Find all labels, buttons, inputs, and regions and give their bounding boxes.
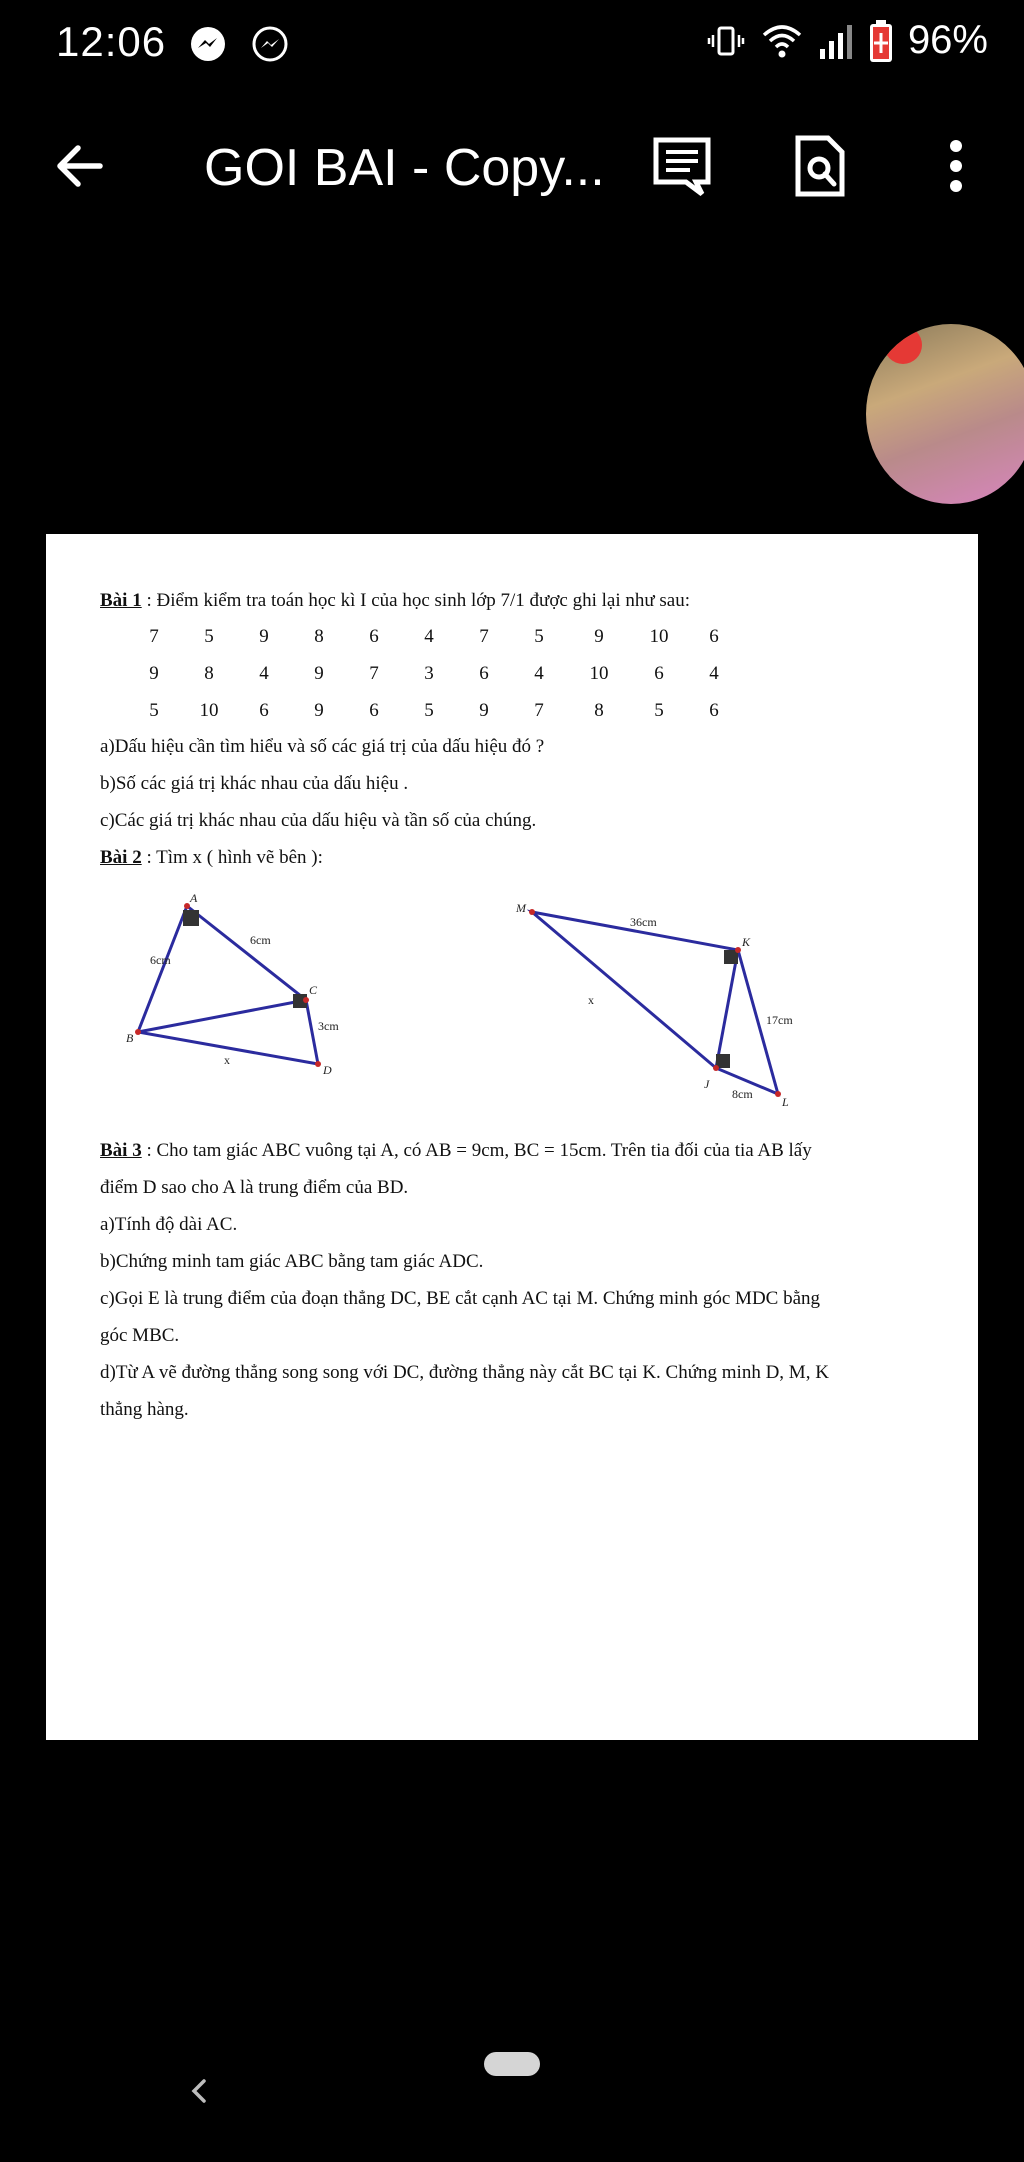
svg-text:K: K <box>742 935 751 949</box>
status-bar <box>0 0 1024 90</box>
nav-bar <box>0 2050 1024 2130</box>
score-cell: 6 <box>259 700 269 721</box>
question-1c: c)Các giá trị khác nhau của dấu hiệu và tần số của chúng. <box>100 810 537 831</box>
svg-text:M: M <box>516 901 526 915</box>
triangle-figure-2 <box>515 901 793 1109</box>
question-3d: d)Từ A vẽ đường thẳng song song với DC, đường thẳng này cắt BC tại K. Chứng minh D, M, K <box>100 1362 829 1383</box>
score-cell: 5 <box>534 626 544 647</box>
messenger-outline-icon <box>250 24 290 64</box>
score-cell: 10 <box>649 626 669 647</box>
score-cell: 9 <box>314 700 324 721</box>
question-3a: a)Tính độ dài AC. <box>100 1214 238 1235</box>
wifi-icon <box>760 21 804 61</box>
svg-text:3cm: 3cm <box>318 1019 339 1033</box>
score-cell: 8 <box>204 663 214 684</box>
back-arrow-icon[interactable] <box>50 136 110 196</box>
vibrate-icon <box>706 21 746 61</box>
signal-icon <box>818 21 854 61</box>
battery-percent: 96% <box>907 18 988 62</box>
more-vert-icon[interactable] <box>924 134 988 198</box>
question-3d-cont: thẳng hàng. <box>100 1399 189 1420</box>
score-cell: 7 <box>149 626 159 647</box>
score-cell: 10 <box>589 663 609 684</box>
chat-head-bubble[interactable] <box>866 324 1024 504</box>
score-cell: 10 <box>199 700 219 721</box>
svg-text:x: x <box>224 1053 230 1067</box>
question-1b: b)Số các giá trị khác nhau của dấu hiệu . <box>100 773 409 794</box>
score-cell: 7 <box>479 626 489 647</box>
score-cell: 6 <box>709 626 719 647</box>
score-cell: 4 <box>424 626 434 647</box>
svg-text:C: C <box>309 983 318 997</box>
score-cell: 6 <box>709 700 719 721</box>
score-cell: 4 <box>534 663 544 684</box>
bai3-heading: Bài 3 : Cho tam giác ABC vuông tại A, có AB = 9cm, BC = 15cm. Trên tia đối của tia AB lấy <box>100 1140 812 1161</box>
svg-text:17cm: 17cm <box>766 1013 793 1027</box>
score-cell: 7 <box>369 663 379 684</box>
notification-badge <box>884 326 922 364</box>
score-cell: 4 <box>259 663 269 684</box>
comment-icon[interactable] <box>650 134 714 198</box>
score-cell: 7 <box>534 700 544 721</box>
bai3-line2: điểm D sao cho A là trung điểm của BD. <box>100 1177 409 1198</box>
score-cell: 9 <box>149 663 159 684</box>
score-cell: 3 <box>424 663 434 684</box>
nav-home-pill[interactable] <box>484 2052 540 2076</box>
svg-text:D: D <box>323 1063 332 1077</box>
score-cell: 9 <box>314 663 324 684</box>
triangle-figure-1 <box>126 894 339 1077</box>
question-3c: c)Gọi E là trung điểm của đoạn thẳng DC, BE cắt cạnh AC tại M. Chứng minh góc MDC bằng <box>100 1288 821 1309</box>
bai2-figures <box>106 894 926 1124</box>
svg-text:6cm: 6cm <box>250 933 271 947</box>
svg-text:36cm: 36cm <box>630 915 657 929</box>
score-cell: 9 <box>479 700 489 721</box>
score-cell: 6 <box>369 626 379 647</box>
svg-text:x: x <box>588 993 594 1007</box>
bai1-heading: Bài 1 : Điểm kiểm tra toán học kì I của học sinh lớp 7/1 được ghi lại như sau: <box>100 590 691 611</box>
document-page <box>46 534 978 1740</box>
battery-icon <box>868 19 894 63</box>
document-title: GOI BAI - Copy... <box>204 139 605 197</box>
score-cell: 5 <box>424 700 434 721</box>
question-3c-cont: góc MBC. <box>100 1325 180 1346</box>
svg-text:B: B <box>126 1031 134 1045</box>
score-cell: 5 <box>654 700 664 721</box>
question-3b: b)Chứng minh tam giác ABC bằng tam giác ADC. <box>100 1251 484 1272</box>
score-cell: 6 <box>479 663 489 684</box>
svg-text:A: A <box>190 894 198 905</box>
svg-text:8cm: 8cm <box>732 1087 753 1101</box>
svg-text:L: L <box>782 1095 789 1109</box>
question-1a: a)Dấu hiệu cần tìm hiểu và số các giá trị của dấu hiệu đó ? <box>100 736 545 757</box>
svg-text:J: J <box>704 1077 710 1091</box>
status-right-group <box>706 18 988 63</box>
svg-text:6cm: 6cm <box>150 953 171 967</box>
search-document-icon[interactable] <box>788 134 852 198</box>
score-cell: 8 <box>314 626 324 647</box>
score-cell: 6 <box>369 700 379 721</box>
score-cell: 9 <box>259 626 269 647</box>
score-cell: 9 <box>594 626 604 647</box>
score-cell: 6 <box>654 663 664 684</box>
messenger-icon <box>188 24 228 64</box>
score-cell: 8 <box>594 700 604 721</box>
score-cell: 4 <box>709 663 719 684</box>
status-time: 12:06 <box>56 18 167 65</box>
score-cell: 5 <box>149 700 159 721</box>
score-cell: 5 <box>204 626 214 647</box>
app-bar <box>0 110 1024 220</box>
nav-back-icon[interactable] <box>186 2076 212 2106</box>
bai2-heading: Bài 2 : Tìm x ( hình vẽ bên ): <box>100 847 323 868</box>
